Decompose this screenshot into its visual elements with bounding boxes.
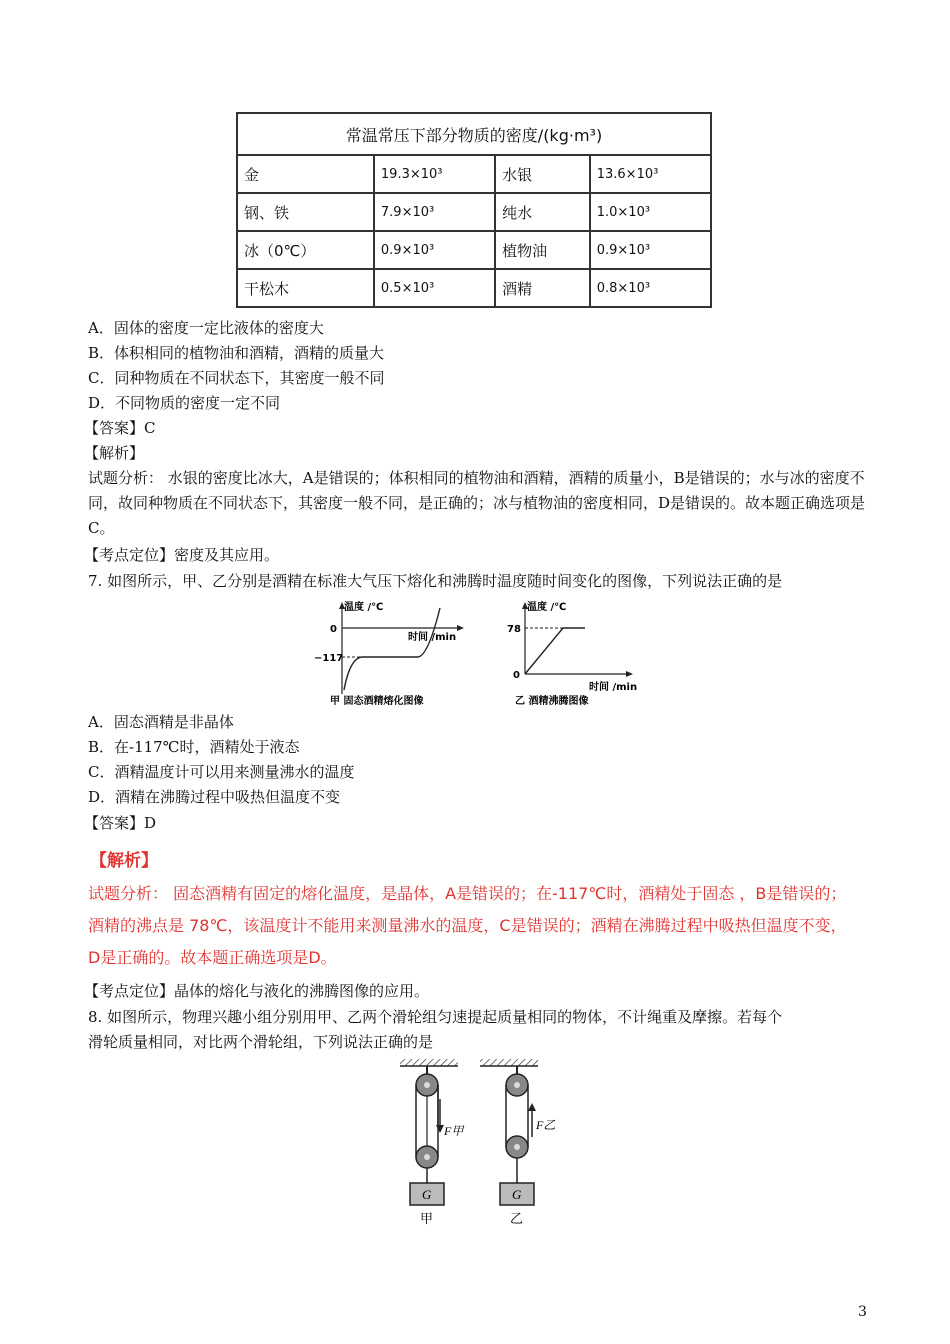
density-value: 13.6×10³ <box>590 155 711 193</box>
graph1-caption: 甲 固态酒精熔化图像 <box>330 696 424 706</box>
q6-option-c: C．同种物质在不同状态下，其密度一般不同 <box>88 369 385 387</box>
substance-name: 干松木 <box>237 269 374 307</box>
caption-jia: 甲 <box>420 1212 434 1227</box>
q6-option-a: A．固体的密度一定比液体的密度大 <box>88 319 324 337</box>
q6-analysis: 试题分析： 水银的密度比冰大，A是错误的；体积相同的植物油和酒精，酒精的质量小，B是错误的；水与冰的密度不同，故同种物质在不同状态下，其密度一般不同，是正确的；冰与植物油的密度相同，D是错误的。故本题正确选项是C。 <box>88 469 866 537</box>
q7-analysis-line-1: 试题分析： 固态酒精有固定的熔化温度，是晶体，A是错误的；在-117℃时，酒精处于固态 ，B是错误的； <box>88 884 847 903</box>
graph2-tick-78: 78 <box>507 624 521 635</box>
graph2-tick-zero: 0 <box>513 670 520 681</box>
q6-answer: 【答案】C <box>84 419 156 437</box>
q7-analysis-label: 【解析】 <box>90 851 158 871</box>
table-row <box>237 231 711 269</box>
substance-name: 钢、铁 <box>237 193 374 231</box>
graph2-xlabel: 时间 /min <box>589 682 638 693</box>
substance-name: 纯水 <box>495 193 590 231</box>
q7-option-d: D．酒精在沸腾过程中吸热但温度不变 <box>88 788 341 806</box>
q7-stem: 7. 如图所示，甲、乙分别是酒精在标准大气压下熔化和沸腾时温度随时间变化的图像，下列说法正确的是 <box>88 572 783 590</box>
melting-graph <box>300 598 490 706</box>
graph1-tick-low: −117 <box>314 653 344 664</box>
q7-analysis-line-2: 酒精的沸点是 78℃，该温度计不能用来测量沸水的温度，C是错误的；酒精在沸腾过程中吸热但温度不变， <box>88 916 847 935</box>
density-value: 0.9×10³ <box>590 231 711 269</box>
q7-answer: 【答案】D <box>84 814 157 832</box>
graph2-caption: 乙 酒精沸腾图像 <box>515 696 589 706</box>
table-row <box>237 269 711 307</box>
graph2-ylabel: 温度 /℃ <box>527 602 567 613</box>
q8-stem-line-1: 8. 如图所示，物理兴趣小组分别用甲、乙两个滑轮组匀速提起质量相同的物体，不计绳重及摩擦。若每个 <box>88 1008 783 1026</box>
force-label-yi: F乙 <box>536 1118 556 1132</box>
density-value: 7.9×10³ <box>374 193 495 231</box>
boiling-graph <box>505 598 645 706</box>
q6-point: 【考点定位】密度及其应用。 <box>84 546 280 564</box>
density-value: 1.0×10³ <box>590 193 711 231</box>
q7-point: 【考点定位】晶体的熔化与液化的沸腾图像的应用。 <box>84 982 430 1000</box>
q7-option-b: B．在-117℃时，酒精处于液态 <box>88 738 300 756</box>
q6-analysis-label: 【解析】 <box>84 444 145 462</box>
density-value: 0.9×10³ <box>374 231 495 269</box>
q6-option-d: D．不同物质的密度一定不同 <box>88 394 281 412</box>
substance-name: 水银 <box>495 155 590 193</box>
table-row <box>237 193 711 231</box>
page-number: 3 <box>858 1304 867 1320</box>
caption-yi: 乙 <box>510 1212 524 1227</box>
substance-name: 金 <box>237 155 374 193</box>
graph1-xlabel: 时间 /min <box>408 632 457 643</box>
force-label-jia: F甲 <box>444 1124 464 1138</box>
q8-stem-line-2: 滑轮质量相同，对比两个滑轮组，下列说法正确的是 <box>88 1033 434 1051</box>
q7-analysis-line-3: D是正确的。故本题正确选项是D。 <box>88 948 337 967</box>
load-label-2: G <box>512 1187 522 1202</box>
table-row <box>237 155 711 193</box>
load-label-1: G <box>422 1187 432 1202</box>
q7-option-c: C．酒精温度计可以用来测量沸水的温度 <box>88 763 355 781</box>
pulley-figure <box>380 1055 580 1233</box>
q6-option-b: B．体积相同的植物油和酒精，酒精的质量大 <box>88 344 385 362</box>
density-table <box>236 112 712 308</box>
density-value: 0.5×10³ <box>374 269 495 307</box>
q7-option-a: A．固态酒精是非晶体 <box>88 713 234 731</box>
substance-name: 酒精 <box>495 269 590 307</box>
graph1-ylabel: 温度 /℃ <box>344 602 384 613</box>
substance-name: 植物油 <box>495 231 590 269</box>
graph1-tick-zero: 0 <box>330 624 337 635</box>
table-title: 常温常压下部分物质的密度/(kg·m³) <box>237 113 711 155</box>
density-value: 0.8×10³ <box>590 269 711 307</box>
substance-name: 冰（0℃） <box>237 231 374 269</box>
density-value: 19.3×10³ <box>374 155 495 193</box>
